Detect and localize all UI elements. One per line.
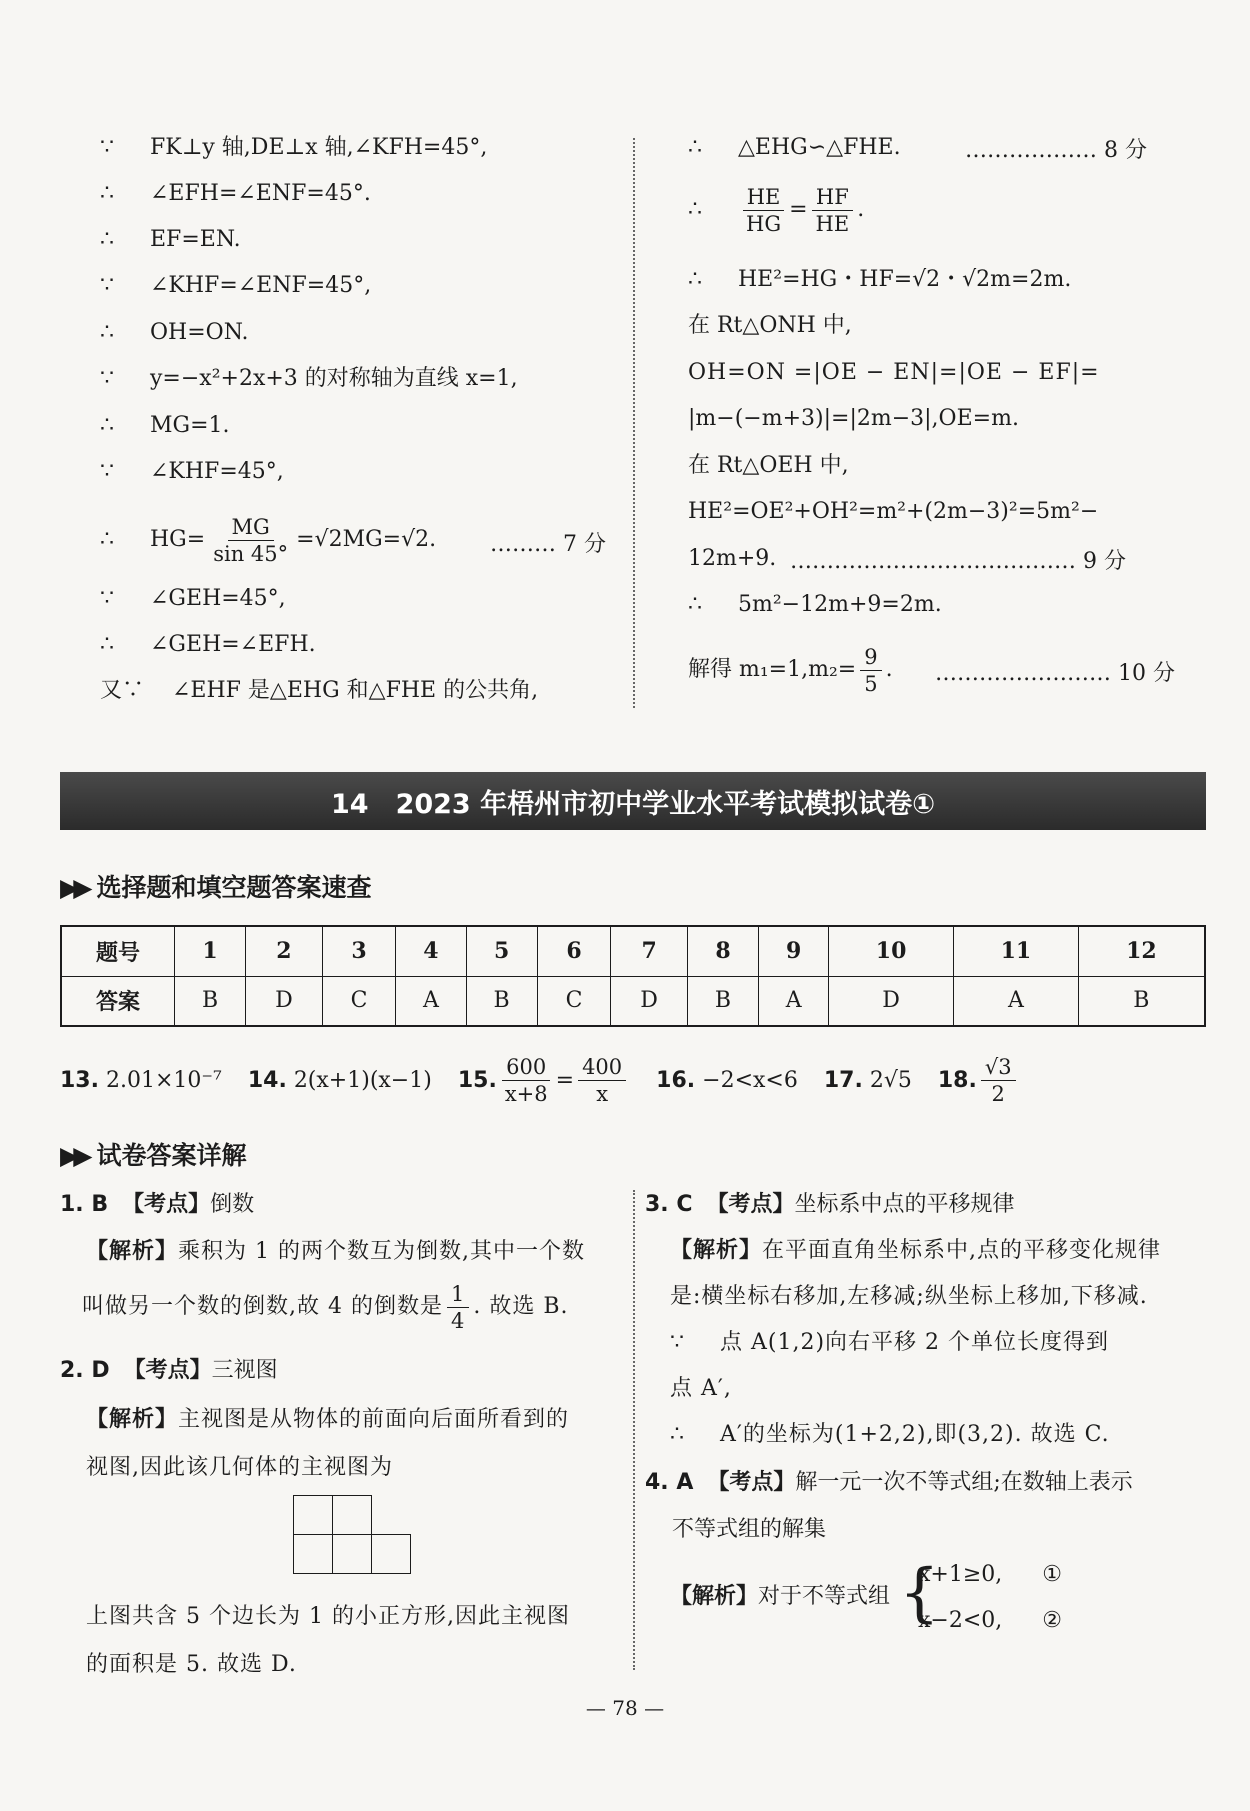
therefore-symbol: ∴ (100, 632, 114, 657)
denominator: x (596, 1081, 609, 1106)
table-cell: D (829, 976, 954, 1026)
table-header-answer: 答案 (61, 976, 175, 1026)
because-symbol: ∵ (670, 1330, 685, 1355)
denominator: 5 (864, 671, 878, 696)
table-row-answers (61, 976, 1205, 1026)
analysis-line (670, 1228, 1210, 1274)
right-line-9: 12m+9. (688, 546, 777, 571)
therefore-symbol: ∴ (688, 135, 702, 160)
analysis-line (86, 1396, 626, 1444)
text: △EHG∽△FHE. (738, 135, 901, 160)
denominator: 4 (450, 1308, 466, 1333)
q4-point-cont: 不等式组的解集 (672, 1517, 827, 1542)
table-cell: C (537, 976, 611, 1026)
right-line-5: OH=ON =|OE − EN|=|OE − EF|= (688, 360, 1100, 385)
therefore-symbol: ∴ (670, 1422, 685, 1447)
q4-analysis (670, 1582, 890, 1612)
table-cell: 12 (1078, 926, 1205, 976)
left-line-7 (100, 411, 230, 441)
analysis-line (670, 1412, 1210, 1458)
right-line-3 (688, 265, 1071, 295)
text: . 故选 B. (473, 1294, 569, 1319)
text: HE²=HG・HF=√2・√2m=2m. (738, 267, 1072, 292)
text: A′的坐标为(1+2,2),即(3,2). 故选 C. (720, 1422, 1110, 1447)
analysis-tag: 【解析】 (86, 1407, 179, 1432)
numerator: HE (743, 184, 785, 211)
text: ∠GEH=∠EFH. (150, 632, 316, 657)
equals: = (555, 1067, 575, 1093)
table-cell: B (466, 976, 537, 1026)
fraction-hf-he (812, 184, 854, 237)
point-text: 三视图 (211, 1358, 278, 1383)
point-tag: 【考点】 (706, 1192, 795, 1217)
q17-number: 17. (823, 1067, 863, 1093)
q2-heading (60, 1356, 278, 1386)
because-symbol: ∵ (100, 273, 114, 298)
fraction-1-4 (447, 1281, 469, 1334)
table-cell: D (246, 976, 323, 1026)
left-line-6 (100, 364, 518, 394)
table-row-numbers (61, 926, 1205, 976)
section-title: 试卷答案详解 (96, 1141, 247, 1170)
numerator: HF (812, 184, 853, 211)
text: 叫做另一个数的倒数,故 4 的倒数是 (82, 1294, 443, 1319)
table-cell: 9 (759, 926, 829, 976)
table-cell: 2 (246, 926, 323, 976)
left-line-8 (100, 457, 284, 487)
period: . (885, 657, 893, 682)
q14-answer: 2(x+1)(x−1) (293, 1067, 432, 1093)
q15-number: 15. (457, 1067, 497, 1093)
table-cell: 10 (829, 926, 954, 976)
q14-number: 14. (247, 1067, 287, 1093)
fill-in-answers (60, 1050, 1020, 1110)
table-header-number: 题号 (61, 926, 175, 976)
section-title: 选择题和填空题答案速查 (96, 873, 372, 902)
table-cell: 1 (175, 926, 246, 976)
text: ∠GEH=45°, (150, 586, 286, 611)
table-cell: 5 (466, 926, 537, 976)
analysis-line: 点 A′, (670, 1376, 732, 1401)
left-line-4 (100, 271, 371, 301)
q13-number: 13. (60, 1067, 99, 1093)
text: 主视图是从物体的前面向后面所看到的 (178, 1407, 570, 1432)
front-view-figure (293, 1495, 415, 1577)
text: 乘积为 1 的两个数互为倒数,其中一个数 (178, 1239, 585, 1264)
q13-answer: 2.01×10⁻⁷ (105, 1067, 222, 1093)
table-cell: B (687, 976, 758, 1026)
square (371, 1534, 411, 1574)
q17-answer: 2√5 (869, 1067, 912, 1093)
q15-fraction-2 (578, 1054, 626, 1107)
circled-number: ① (1042, 1562, 1062, 1587)
table-cell: 6 (537, 926, 611, 976)
numerator: 1 (447, 1281, 469, 1308)
therefore-symbol: ∴ (100, 413, 114, 438)
q18-fraction (981, 1054, 1016, 1107)
analysis-line (86, 1228, 626, 1276)
inequality-2 (918, 1606, 1062, 1636)
fraction-he-hg (742, 184, 785, 237)
right-line-10 (688, 590, 942, 620)
column-divider-bottom (633, 1190, 635, 1670)
text: ∠KHF=∠ENF=45°, (150, 273, 372, 298)
numerator: 600 (502, 1054, 550, 1081)
right-line-2 (688, 180, 864, 240)
right-line-8: HE²=OE²+OH²=m²+(2m−3)²=5m²− (688, 499, 1099, 524)
text: ∠EFH=∠ENF=45°. (150, 181, 371, 206)
text: 5m²−12m+9=2m. (738, 592, 942, 617)
analysis-line (82, 1276, 626, 1338)
table-cell: B (1078, 976, 1205, 1026)
fraction (209, 514, 292, 567)
therefore-symbol: ∴ (100, 227, 114, 252)
system-brace: { (899, 1556, 940, 1630)
therefore-symbol: ∴ (688, 592, 702, 617)
table-cell: B (175, 976, 246, 1026)
square (332, 1534, 372, 1574)
score-9: ………………………………… 9 分 (790, 549, 1126, 574)
q18-number: 18. (937, 1067, 977, 1093)
analysis-line: 上图共含 5 个边长为 1 的小正方形,因此主视图 (86, 1604, 570, 1629)
exam-title-banner: 14 2023 年梧州市初中学业水平考试模拟试卷① (60, 772, 1206, 830)
text: y=−x²+2x+3 的对称轴为直线 x=1, (150, 366, 518, 391)
section-quick-answers (60, 868, 371, 904)
denominator: HG (746, 211, 782, 236)
numerator: 9 (860, 644, 881, 671)
q1-analysis (82, 1228, 626, 1338)
numerator: √3 (981, 1054, 1016, 1081)
q3-heading (645, 1190, 1015, 1220)
table-cell: 8 (687, 926, 758, 976)
table-cell: A (953, 976, 1078, 1026)
table-cell: 11 (953, 926, 1078, 976)
text: OH=ON. (150, 320, 249, 345)
numerator: 400 (578, 1054, 626, 1081)
left-line-9 (100, 510, 436, 570)
q2-analysis-cont (86, 1593, 626, 1689)
table-cell: C (322, 976, 396, 1026)
q4-number-answer: 4. A (645, 1470, 694, 1495)
denominator: 2 (991, 1081, 1005, 1106)
period: . (857, 197, 865, 222)
square (293, 1534, 333, 1574)
analysis-line: 是:横坐标右移加,左移减;纵坐标上移加,下移减. (670, 1284, 1148, 1309)
text: 点 A(1,2)向右平移 2 个单位长度得到 (720, 1330, 1110, 1355)
text: ∠EHF 是△EHG 和△FHE 的公共角, (172, 678, 539, 703)
text: HG= (150, 527, 206, 552)
left-line-2 (100, 179, 371, 209)
column-divider-top (633, 138, 635, 708)
text: MG=1. (150, 413, 230, 438)
analysis-line: 视图,因此该几何体的主视图为 (86, 1455, 393, 1480)
left-line-12 (100, 676, 538, 706)
left-line-11 (100, 630, 316, 660)
table-cell: D (611, 976, 688, 1026)
q16-answer: −2<x<6 (702, 1067, 798, 1093)
point-tag: 【考点】 (122, 1192, 211, 1217)
double-arrow-icon: ▶▶ (60, 873, 87, 902)
page-number: — 78 — (585, 1696, 665, 1720)
text: FK⊥y 轴,DE⊥x 轴,∠KFH=45°, (150, 135, 488, 160)
text: 解得 m₁=1,m₂= (688, 657, 857, 682)
analysis-line (670, 1320, 1210, 1366)
q2-analysis (86, 1396, 626, 1492)
denominator: sin 45° (213, 541, 289, 566)
left-line-1 (100, 133, 487, 163)
analysis-tag: 【解析】 (670, 1584, 759, 1609)
right-line-11 (688, 640, 893, 700)
left-line-5 (100, 318, 249, 348)
score-10: …………………… 10 分 (935, 661, 1175, 686)
analysis-tag: 【解析】 (86, 1239, 179, 1264)
q16-number: 16. (656, 1067, 696, 1093)
point-text: 坐标系中点的平移规律 (794, 1192, 1015, 1217)
q3-analysis (670, 1228, 1210, 1458)
therefore-symbol: ∴ (688, 197, 702, 222)
q1-number-answer: 1. B (60, 1192, 109, 1217)
table-cell: 7 (611, 926, 688, 976)
because-symbol: ∵ (100, 366, 114, 391)
point-tag: 【考点】 (707, 1470, 796, 1495)
q2-number-answer: 2. D (60, 1358, 110, 1383)
inequality-1 (918, 1560, 1062, 1590)
section-detailed-answers (60, 1136, 246, 1172)
right-line-7: 在 Rt△OEH 中, (688, 453, 849, 478)
point-text: 倒数 (210, 1192, 255, 1217)
score-7: ……… 7 分 (490, 532, 606, 557)
text: =√2MG=√2. (296, 527, 437, 552)
q3-number-answer: 3. C (645, 1192, 693, 1217)
because-symbol: ∵ (100, 586, 114, 611)
fraction-9-5 (860, 644, 881, 697)
left-line-3 (100, 225, 241, 255)
double-arrow-icon: ▶▶ (60, 1141, 87, 1170)
because-symbol: ∵ (100, 135, 114, 160)
q15-fraction-1 (501, 1054, 552, 1107)
therefore-symbol: ∴ (100, 527, 114, 552)
therefore-symbol: ∴ (688, 267, 702, 292)
therefore-symbol: ∴ (100, 320, 114, 345)
q4-heading (645, 1468, 1133, 1498)
denominator: HE (815, 211, 850, 236)
point-tag: 【考点】 (123, 1358, 212, 1383)
text: ∠KHF=45°, (150, 459, 284, 484)
table-cell: 3 (322, 926, 396, 976)
table-cell: A (396, 976, 466, 1026)
because-symbol: ∵ (100, 459, 114, 484)
right-line-1 (688, 133, 901, 163)
equals: = (789, 197, 808, 222)
analysis-tag: 【解析】 (670, 1238, 763, 1263)
inequality-text: x−2<0, (918, 1608, 1003, 1633)
answer-table (60, 925, 1206, 1027)
text: 在平面直角坐标系中,点的平移变化规律 (762, 1238, 1162, 1263)
text: EF=EN. (150, 227, 241, 252)
therefore-symbol: ∴ (100, 181, 114, 206)
denominator: x+8 (504, 1081, 548, 1106)
q1-heading (60, 1190, 254, 1220)
right-line-6: |m−(−m+3)|=|2m−3|,OE=m. (688, 406, 1019, 431)
inequality-text: x+1≥0, (918, 1562, 1003, 1587)
text: 对于不等式组 (758, 1584, 891, 1609)
table-cell: 4 (396, 926, 466, 976)
square (293, 1495, 333, 1535)
left-line-10 (100, 584, 286, 614)
also-because-symbol: 又∵ (100, 678, 145, 703)
score-8: ……………… 8 分 (965, 138, 1147, 163)
numerator: MG (228, 514, 274, 541)
table-cell: A (759, 976, 829, 1026)
analysis-line: 的面积是 5. 故选 D. (86, 1652, 297, 1677)
circled-number: ② (1042, 1608, 1062, 1633)
point-text: 解一元一次不等式组;在数轴上表示 (795, 1470, 1133, 1495)
right-line-4: 在 Rt△ONH 中, (688, 313, 852, 338)
square (332, 1495, 372, 1535)
